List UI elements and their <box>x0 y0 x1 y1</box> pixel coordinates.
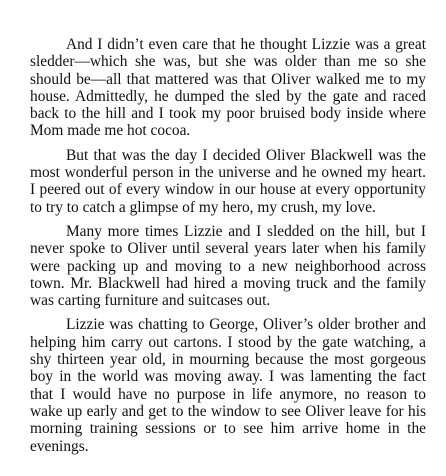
page-body <box>30 36 426 462</box>
paragraph: Many more times Lizzie and I sledded on the hill, but I never spoke to Oliver until several years later when his family were packing up and moving to a new neighborhood across town. Mr. Blackwell had hired a moving truck and the family was carting furniture and suitcases out. <box>30 222 426 310</box>
paragraph: Lizzie was chatting to George, Oliver’s older brother and helping him carry out cartons. I stood by the gate watching, a shy thirteen year old, in mourning because the most gorgeous boy in the world was moving away. I was lamenting the fact that I would have no purpose in life anymore, no reason to wake up early and get to the window to see Oliver leave for his morning training sessions or to see him arrive home in the evenings. <box>30 316 426 455</box>
paragraph: And I didn’t even care that he thought Lizzie was a great sledder—which she was, but she was older than me so she should be—all that mattered was that Oliver walked me to my house. Admittedly, he dumped the sled by the gate and raced back to the hill and I took my poor bruised body inside where Mom made me hot cocoa. <box>30 36 426 140</box>
paragraph: But that was the day I decided Oliver Blackwell was the most wonderful person in the universe and he owned my heart. I peered out of every window in our house at every opportunity to try to catch a glimpse of my hero, my crush, my love. <box>30 146 426 216</box>
